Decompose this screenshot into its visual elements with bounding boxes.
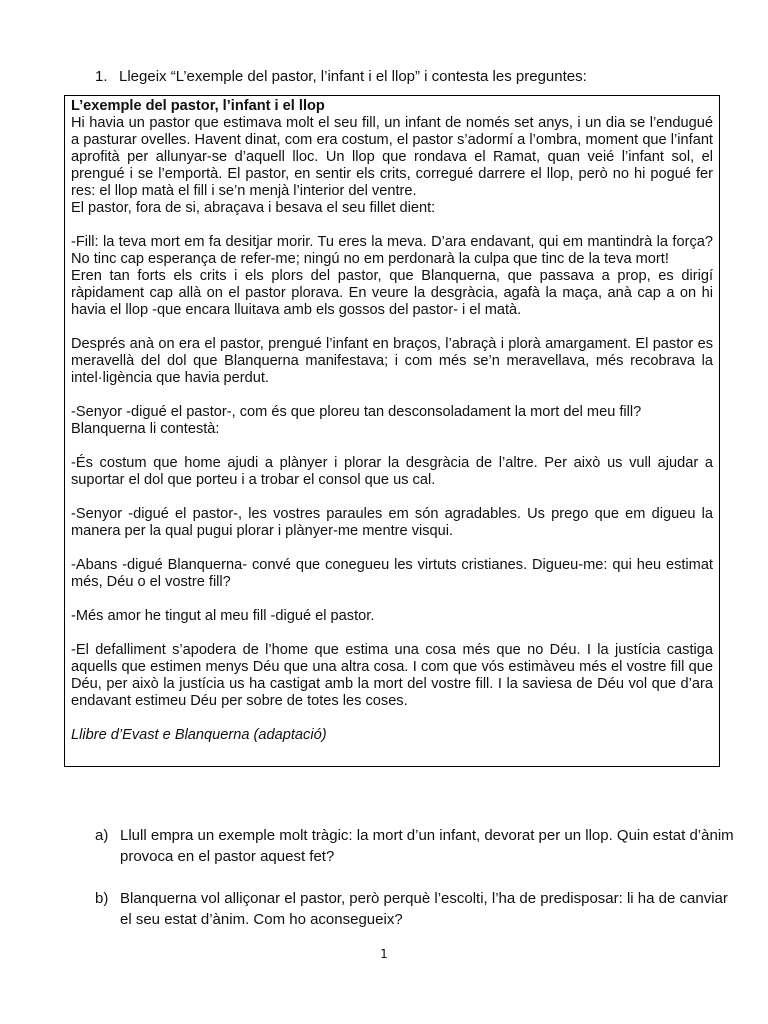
reading-paragraph: -És costum que home ajudi a plànyer i plorar la desgràcia de l’altre. Per això us vull ajudar a suportar el dol que porteu i a trobar el consol que us cal. [71, 455, 713, 488]
sub-question-b [95, 888, 735, 930]
question-1 [95, 67, 735, 87]
reading-paragraph: Hi havia un pastor que estimava molt el seu fill, un infant de només set anys, i un dia se l’endugué a pasturar ovelles. Havent dinat, com era costum, el pastor s’adormí a l’ombra, moment que l’infant aprofità per allunyar-se d’aquell lloc. Un llop que rondava el Ramat, quan veié l’infant sol, el prengué i se l’emportà. El pastor, en sentir els crits, corregué darrere el llop, però no hi pogué fer res: el llop matà el fill i se’n menjà l’interior del ventre. [71, 115, 713, 199]
reading-paragraph: -Fill: la teva mort em fa desitjar morir. Tu eres la meva. D’ara endavant, qui em mantindrà la força? No tinc cap esperança de refer-me; ningú no em perdonarà la culpa que tinc de la teva mort! [71, 234, 713, 267]
reading-paragraph: El pastor, fora de si, abraçava i besava el seu fillet dient: [71, 200, 436, 216]
sub-question-text: Llull empra un exemple molt tràgic: la mort d’un infant, devorat per un llop. Quin estat d’ànim provoca en el pastor aquest fet? [120, 827, 734, 865]
sub-question-letter: b) [95, 890, 109, 907]
page-number: 1 [380, 947, 388, 961]
reading-title: L’exemple del pastor, l’infant i el llop [71, 98, 325, 114]
reading-paragraph: Després anà on era el pastor, prengué l’infant en braços, l’abraçà i plorà amargament. El pastor es meravellà del dol que Blanquerna manifestava; i com més se’n meravellava, més recobrava la intel·ligència que havia perdut. [71, 336, 713, 386]
reading-paragraph: -Més amor he tingut al meu fill -digué el pastor. [71, 608, 375, 624]
reading-paragraph: -Senyor -digué el pastor-, com és que ploreu tan desconsoladament la mort del meu fill? [71, 404, 642, 420]
question-1-text: Llegeix “L’exemple del pastor, l’infant i el llop” i contesta les preguntes: [119, 68, 587, 85]
question-1-number: 1. [95, 68, 108, 85]
sub-question-text: Blanquerna vol alliçonar el pastor, però perquè l’escolti, l’ha de predisposar: li ha de canviar el seu estat d’ànim. Com ho aconsegueix? [120, 890, 728, 928]
reading-paragraph: Eren tan forts els crits i els plors del pastor, que Blanquerna, que passava a prop, es dirigí ràpidament cap allà on el pastor plorava. En veure la desgràcia, agafà la maça, anà cap a on hi havia el llop -que encara lluitava amb els gossos del pastor- i el matà. [71, 268, 713, 318]
reading-paragraph: -Abans -digué Blanquerna- convé que conegueu les virtuts cristianes. Digueu-me: qui heu estimat més, Déu o el vostre fill? [71, 557, 713, 590]
sub-question-letter: a) [95, 827, 109, 844]
reading-text-box [64, 95, 720, 767]
reading-paragraph: -Senyor -digué el pastor-, les vostres paraules em són agradables. Us prego que em digueu la manera per la qual pugui plorar i plànyer-me mentre visqui. [71, 506, 713, 539]
sub-question-a [95, 825, 735, 867]
reading-source: Llibre d’Evast e Blanquerna (adaptació) [71, 727, 327, 743]
reading-paragraph: -El defalliment s’apodera de l’home que estima una cosa més que no Déu. I la justícia castiga aquells que estimen menys Déu que una altra cosa. I com que vós estimàveu més el vostre fill que Déu, per això la justícia us ha castigat amb la mort del vostre fill. I la saviesa de Déu vol que d’ara endavant estimeu Déu per sobre de totes les coses. [71, 642, 713, 709]
reading-paragraph: Blanquerna li contestà: [71, 421, 220, 437]
